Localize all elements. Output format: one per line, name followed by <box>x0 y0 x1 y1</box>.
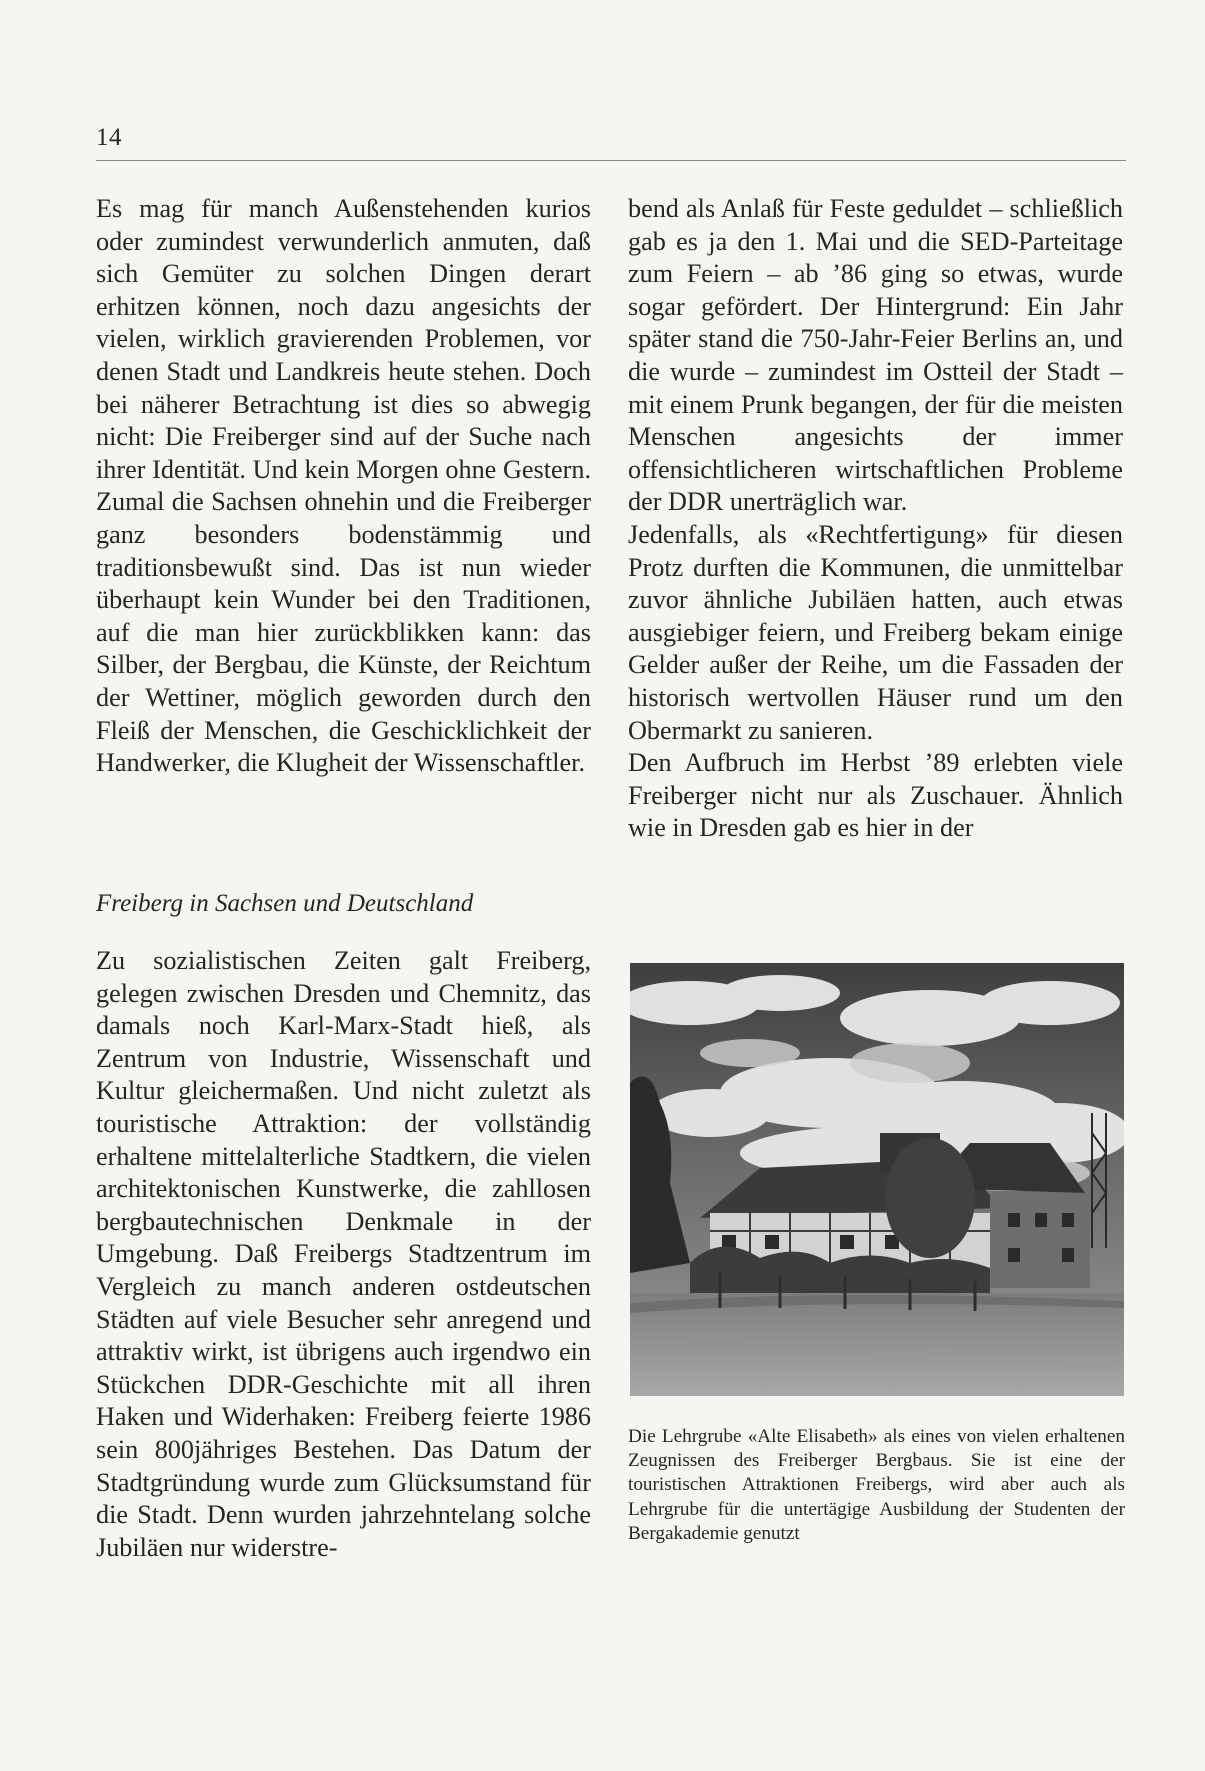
left-column-lower <box>96 945 591 1564</box>
page-number: 14 <box>96 124 122 151</box>
section-heading: Freiberg in Sachsen und Deutschland <box>96 890 474 917</box>
right-paragraph-1: bend als Anlaß für Feste geduldet – schließlich gab es ja den 1. Mai und die SED-Parteitage zum Feiern – ab ’86 ging so etwas, wurde sogar gefördert. Der Hintergrund: Ein Jahr später stand die 750-Jahr-Feier Berlins an, und die wurde – zumindest im Ostteil der Stadt – mit einem Prunk begangen, der für die meisten Menschen angesichts der immer offensichtlicheren wirtschaftlichen Probleme der DDR unerträglich war. <box>628 194 1123 517</box>
right-paragraph-2: Jedenfalls, als «Rechtfertigung» für diesen Protz durften die Kommunen, die unmittelbar zuvor ähnliche Jubiläen hatten, auch etwas ausgiebiger feiern, und Freiberg bekam einige Gelder außer der Reihe, um die Fassaden der historisch wertvollen Häuser rund um den Obermarkt zu sanieren. <box>628 519 1123 745</box>
right-column <box>628 193 1123 845</box>
photo-caption: Die Lehrgrube «Alte Elisabeth» als eines von vielen erhaltenen Zeugnissen des Freiberger Bergbaus. Sie ist eine der touristischen Attraktionen Freibergs, wird aber auch als Lehrgrube für die untertägige Ausbildung der Studenten der Bergakademie genutzt <box>628 1426 1125 1544</box>
left-paragraph-1: Es mag für manch Außenstehenden kurios oder zumindest verwunderlich anmuten, daß sich Gemüter zu solchen Dingen derart erhitzen können, noch dazu angesichts der vielen, wirklich gravierenden Problemen, vor denen Stadt und Landkreis heute stehen. Doch bei näherer Betrachtung ist dies so abwegig nicht: Die Freiberger sind auf der Suche nach ihrer Identität. Und kein Morgen ohne Gestern. Zumal die Sachsen ohnehin und die Freiberger ganz besonders bodenstämmig und traditionsbewußt sind. Das ist nun wieder überhaupt kein Wunder bei den Traditionen, auf die man hier zurückblikken kann: das Silber, der Bergbau, die Künste, der Reichtum der Wettiner, möglich geworden durch den Fleiß der Menschen, die Geschicklichkeit der Handwerker, die Klugheit der Wissenschaftler. <box>96 194 591 778</box>
header-rule <box>96 160 1126 161</box>
left-paragraph-2: Zu sozialistischen Zeiten galt Freiberg, gelegen zwischen Dresden und Chemnitz, das damals noch Karl-Marx-Stadt hieß, als Zentrum von Industrie, Wissenschaft und Kultur gleichermaßen. Und nicht zuletzt als touristische Attraktion: der vollständig erhaltene mittelalterliche Stadtkern, die vielen architektonischen Kunstwerke, die zahllosen bergbautechnischen Denkmale in der Umgebung. Daß Freibergs Stadtzentrum im Vergleich zu manch anderen ostdeutschen Städten auf viele Besucher sehr anregend und attraktiv wirkt, ist übrigens auch irgendwo ein Stückchen DDR-Geschichte mit all ihren Haken und Widerhaken: Freiberg feierte 1986 sein 800jähriges Bestehen. Das Datum der Stadtgründung wurde zum Glücksumstand für die Stadt. Denn wurden jahrzehntelang solche Jubiläen nur widerstre- <box>96 946 591 1562</box>
left-column <box>96 193 591 780</box>
photo-alte-elisabeth <box>630 963 1124 1396</box>
right-paragraph-3: Den Aufbruch im Herbst ’89 erlebten viele Freiberger nicht nur als Zuschauer. Ähnlich wie in Dresden gab es hier in der <box>628 748 1123 843</box>
